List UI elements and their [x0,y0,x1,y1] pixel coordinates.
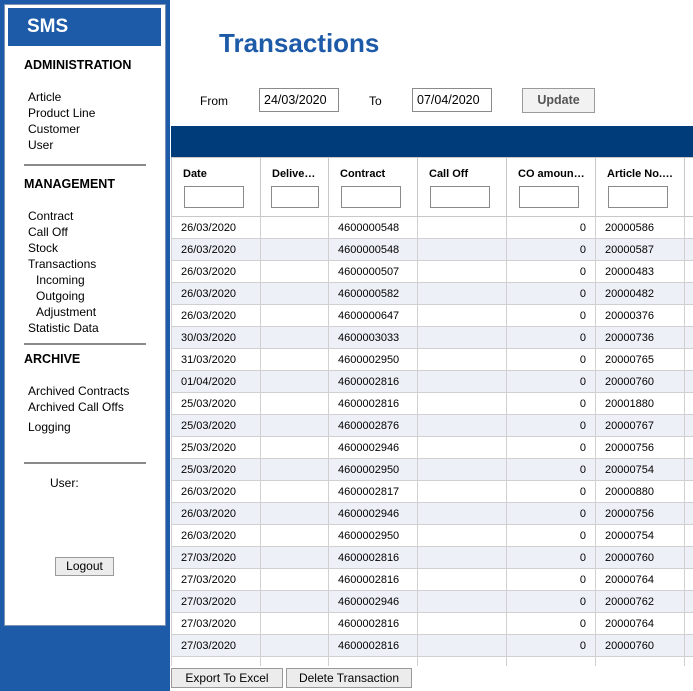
co-amount-cell: 0 [507,349,596,371]
date-cell: 01/04/2020 [172,371,261,393]
call-off-cell [418,261,507,283]
nav-item-outgoing[interactable]: Outgoing [36,289,85,303]
sidebar-divider [24,343,146,345]
column-header-call-off[interactable] [418,158,507,217]
overflow-cell [685,503,693,525]
table-row[interactable] [172,635,693,657]
column-label: Article No.… [607,168,674,180]
column-label: Date [183,168,207,180]
from-date-input[interactable] [259,88,339,112]
article-no-filter-input[interactable] [608,186,668,208]
overflow-cell [685,371,693,393]
co-amount-cell: 0 [507,217,596,239]
column-label: CO amoun… [518,168,585,180]
co-amount-cell: 0 [507,437,596,459]
co-amount-filter-input[interactable] [519,186,579,208]
to-date-input[interactable] [412,88,492,112]
date-cell: 27/03/2020 [172,635,261,657]
app-title: SMS [8,8,161,46]
article-no-cell: 20000765 [596,349,685,371]
overflow-cell [685,283,693,305]
table-row[interactable] [172,547,693,569]
call-off-cell [418,657,507,667]
co-amount-cell: 0 [507,481,596,503]
page-title: Transactions [219,28,380,58]
call-off-cell [418,239,507,261]
call-off-cell [418,547,507,569]
call-off-cell [418,283,507,305]
table-row[interactable] [172,393,693,415]
delivery-cell [261,613,329,635]
date-cell: 26/03/2020 [172,305,261,327]
table-row[interactable] [172,591,693,613]
overflow-cell [685,305,693,327]
article-no-cell [596,657,685,667]
delivery-cell [261,503,329,525]
delivery-cell [261,305,329,327]
delivery-filter-input[interactable] [271,186,319,208]
nav-item-logging[interactable]: Logging [28,420,71,434]
overflow-cell [685,393,693,415]
table-row[interactable] [172,261,693,283]
co-amount-cell: 0 [507,525,596,547]
date-cell: 27/03/2020 [172,613,261,635]
nav-item-transactions[interactable]: Transactions [28,257,97,271]
date-cell: 25/03/2020 [172,393,261,415]
call-off-cell [418,525,507,547]
co-amount-cell: 0 [507,283,596,305]
overflow-cell [685,547,693,569]
call-off-cell [418,503,507,525]
call-off-filter-input[interactable] [430,186,490,208]
overflow-cell [685,569,693,591]
co-amount-cell: 0 [507,635,596,657]
nav-item-product-line[interactable]: Product Line [28,106,96,120]
grid-toolbar [171,126,693,157]
date-cell: 26/03/2020 [172,503,261,525]
delivery-cell [261,481,329,503]
column-header-contract[interactable] [329,158,418,217]
contract-filter-input[interactable] [341,186,401,208]
nav-item-article[interactable]: Article [28,90,62,104]
contract-cell: 4600000647 [329,305,418,327]
delivery-cell [261,569,329,591]
article-no-cell: 20000754 [596,459,685,481]
delivery-cell [261,547,329,569]
logout-button[interactable]: Logout [55,557,114,576]
article-no-cell: 20000880 [596,481,685,503]
article-no-cell: 20000483 [596,261,685,283]
call-off-cell [418,371,507,393]
transactions-table [171,157,693,666]
contract-cell: 4600002816 [329,635,418,657]
column-label: Delive… [272,168,316,180]
contract-cell: 4600002950 [329,349,418,371]
delivery-cell [261,393,329,415]
article-no-cell: 20000736 [596,327,685,349]
article-no-cell: 20000764 [596,613,685,635]
co-amount-cell: 0 [507,393,596,415]
table-row[interactable] [172,283,693,305]
overflow-cell [685,261,693,283]
contract-cell: 4600002946 [329,503,418,525]
nav-item-archived-call-offs[interactable]: Archived Call Offs [28,400,124,414]
article-no-cell: 20000760 [596,635,685,657]
column-header-co-amount[interactable] [507,158,596,217]
delivery-cell [261,591,329,613]
overflow-cell [685,481,693,503]
overflow-cell [685,437,693,459]
delivery-cell [261,657,329,667]
overflow-cell [685,657,693,667]
date-filter-input[interactable] [184,186,244,208]
overflow-cell [685,591,693,613]
table-row[interactable] [172,349,693,371]
nav-item-adjustment[interactable]: Adjustment [36,305,97,319]
article-no-cell: 20000760 [596,547,685,569]
sidebar-divider [24,462,146,464]
overflow-cell [685,525,693,547]
date-cell: 26/03/2020 [172,283,261,305]
call-off-cell [418,569,507,591]
delivery-cell [261,371,329,393]
overflow-cell [685,217,693,239]
call-off-cell [418,305,507,327]
export-to-excel-button[interactable]: Export To Excel [171,668,283,688]
table-header-row [172,158,693,217]
table-row[interactable] [172,327,693,349]
article-no-cell: 20000376 [596,305,685,327]
co-amount-cell: 0 [507,305,596,327]
section-title-archive: ARCHIVE [24,352,81,366]
date-cell: 26/03/2020 [172,217,261,239]
table-row[interactable] [172,569,693,591]
overflow-cell [685,635,693,657]
article-no-cell: 20000762 [596,591,685,613]
co-amount-cell: 0 [507,261,596,283]
date-cell: 27/03/2020 [172,569,261,591]
date-cell: 30/03/2020 [172,327,261,349]
contract-cell: 4600002950 [329,525,418,547]
column-header-date[interactable] [172,158,261,217]
call-off-cell [418,217,507,239]
table-row[interactable] [172,239,693,261]
contract-cell: 4600000548 [329,217,418,239]
date-cell: 27/03/2020 [172,547,261,569]
article-no-cell: 20000482 [596,283,685,305]
contract-cell: 4600002816 [329,613,418,635]
overflow-cell [685,327,693,349]
table-row[interactable] [172,657,693,667]
contract-cell: 4600002950 [329,459,418,481]
delivery-cell [261,459,329,481]
to-label: To [369,94,382,108]
delete-transaction-button[interactable]: Delete Transaction [286,668,412,688]
column-label: Contract [340,168,386,180]
co-amount-cell: 0 [507,415,596,437]
overflow-cell [685,239,693,261]
table-row[interactable] [172,503,693,525]
call-off-cell [418,327,507,349]
call-off-cell [418,613,507,635]
contract-cell: 4600003033 [329,327,418,349]
call-off-cell [418,635,507,657]
nav-item-stock[interactable]: Stock [28,241,59,255]
date-cell: 26/03/2020 [172,261,261,283]
call-off-cell [418,437,507,459]
co-amount-cell: 0 [507,591,596,613]
co-amount-cell: 0 [507,613,596,635]
nav-item-contract[interactable]: Contract [28,209,74,223]
delivery-cell [261,437,329,459]
table-row[interactable] [172,481,693,503]
contract-cell: 4600002817 [329,481,418,503]
contract-cell: 4600002946 [329,437,418,459]
contract-cell: 4600000507 [329,261,418,283]
call-off-cell [418,393,507,415]
call-off-cell [418,459,507,481]
co-amount-cell: 0 [507,327,596,349]
user-label: User: [50,476,79,490]
article-no-cell: 20000754 [596,525,685,547]
table-row[interactable] [172,525,693,547]
column-header-delivery[interactable] [261,158,329,217]
column-label: Call Off [429,168,469,180]
transactions-grid[interactable] [171,157,693,666]
column-header-article-no[interactable] [596,158,685,217]
delivery-cell [261,415,329,437]
column-header-overflow [685,158,693,217]
contract-cell [329,657,418,667]
table-row[interactable] [172,305,693,327]
contract-cell: 4600000582 [329,283,418,305]
co-amount-cell: 0 [507,569,596,591]
delivery-cell [261,239,329,261]
date-cell: 26/03/2020 [172,481,261,503]
overflow-cell [685,349,693,371]
date-cell: 26/03/2020 [172,525,261,547]
table-row[interactable] [172,459,693,481]
delivery-cell [261,327,329,349]
contract-cell: 4600002876 [329,415,418,437]
nav-item-statistic-data[interactable]: Statistic Data [28,321,99,335]
article-no-cell: 20000586 [596,217,685,239]
date-cell: 27/03/2020 [172,591,261,613]
date-cell: 26/03/2020 [172,239,261,261]
article-no-cell: 20000767 [596,415,685,437]
date-cell: 25/03/2020 [172,415,261,437]
contract-cell: 4600002816 [329,371,418,393]
nav-item-call-off[interactable]: Call Off [28,225,68,239]
delivery-cell [261,283,329,305]
nav-item-customer[interactable]: Customer [28,122,81,136]
co-amount-cell: 0 [507,371,596,393]
call-off-cell [418,415,507,437]
table-row[interactable] [172,415,693,437]
co-amount-cell [507,657,596,667]
article-no-cell: 20001880 [596,393,685,415]
call-off-cell [418,349,507,371]
date-cell [172,657,261,667]
delivery-cell [261,635,329,657]
co-amount-cell: 0 [507,547,596,569]
co-amount-cell: 0 [507,239,596,261]
delivery-cell [261,261,329,283]
delivery-cell [261,525,329,547]
sidebar-divider [24,164,146,166]
update-button[interactable]: Update [522,88,595,113]
co-amount-cell: 0 [507,459,596,481]
date-cell: 31/03/2020 [172,349,261,371]
date-cell: 25/03/2020 [172,459,261,481]
table-row[interactable] [172,217,693,239]
article-no-cell: 20000756 [596,503,685,525]
contract-cell: 4600000548 [329,239,418,261]
delivery-cell [261,217,329,239]
nav-item-incoming[interactable]: Incoming [36,273,85,287]
contract-cell: 4600002816 [329,569,418,591]
nav-item-user[interactable]: User [28,138,54,152]
article-no-cell: 20000587 [596,239,685,261]
overflow-cell [685,613,693,635]
nav-item-archived-contracts[interactable]: Archived Contracts [28,384,130,398]
contract-cell: 4600002816 [329,547,418,569]
article-no-cell: 20000760 [596,371,685,393]
overflow-cell [685,459,693,481]
call-off-cell [418,591,507,613]
overflow-cell [685,415,693,437]
article-no-cell: 20000756 [596,437,685,459]
section-title-administration: ADMINISTRATION [24,58,132,72]
section-title-management: MANAGEMENT [24,177,115,191]
from-label: From [200,94,228,108]
table-row[interactable] [172,371,693,393]
table-row[interactable] [172,437,693,459]
article-no-cell: 20000764 [596,569,685,591]
date-cell: 25/03/2020 [172,437,261,459]
co-amount-cell: 0 [507,503,596,525]
table-row[interactable] [172,613,693,635]
contract-cell: 4600002946 [329,591,418,613]
delivery-cell [261,349,329,371]
contract-cell: 4600002816 [329,393,418,415]
call-off-cell [418,481,507,503]
